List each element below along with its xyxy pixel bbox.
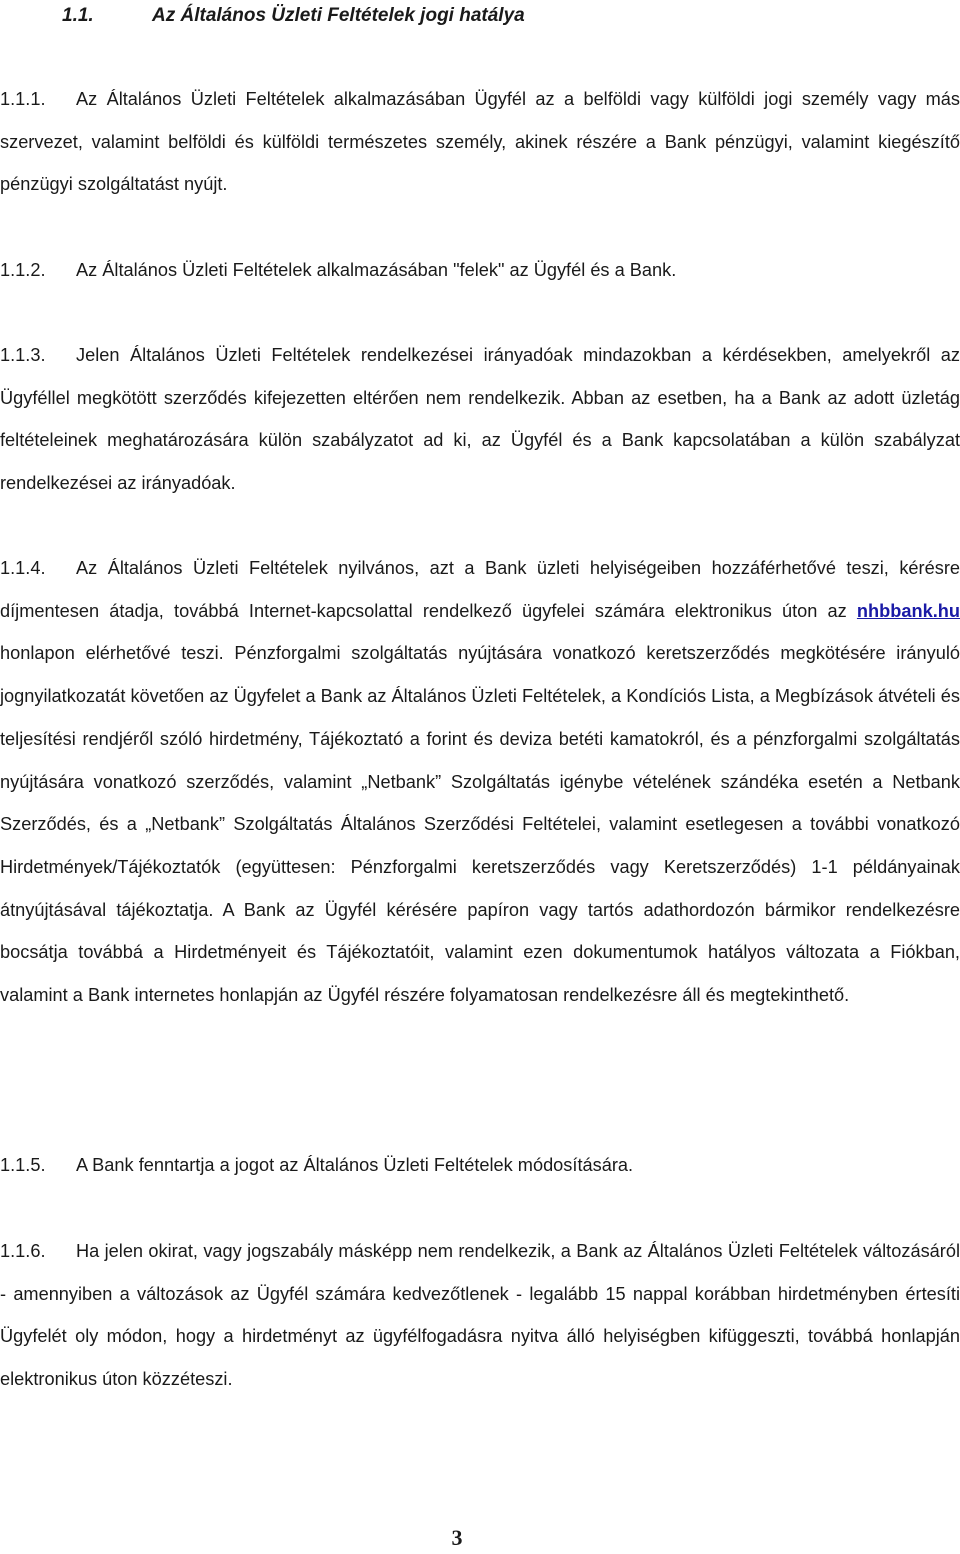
paragraph-1-1-4 — [0, 547, 960, 1017]
paragraph-text: Jelen Általános Üzleti Feltételek rendelkezései irányadóak mindazokban a kérdésekben, amelyekről az Ügyféllel megkötött szerződés kifejezetten eltérően nem rendelkezik. Abban az esetben, ha a Bank az adott üzletág feltételeinek meghatározására külön szabályzatot ad ki, az Ügyfél és a Bank kapcsolatában a külön szabályzat rendelkezései az irányadóak. — [0, 345, 960, 494]
paragraph-number: 1.1.3. — [0, 345, 46, 365]
paragraph-text: Ha jelen okirat, vagy jogszabály másképp nem rendelkezik, a Bank az Általános Üzleti Feltételek változásáról - amennyiben a változások az Ügyfél számára kedvezőtlenek - legalább 15 nappal korábban hirdetményben értesíti Ügyfelét oly módon, hogy a hirdetményt az ügyfélfogadásra nyitva álló helyiségben kifüggeszti, továbbá honlapján elektronikus úton közzéteszi. — [0, 1241, 960, 1390]
nhbbank-link[interactable]: nhbbank.hu — [856, 600, 960, 621]
paragraph-number: 1.1.6. — [0, 1241, 46, 1261]
paragraph-number: 1.1.4. — [0, 558, 46, 578]
paragraph-text: Az Általános Üzleti Feltételek alkalmazásában Ügyfél az a belföldi vagy külföldi jogi személy vagy más szervezet, valamint belföldi és külföldi természetes személy, akinek részére a Bank pénzügyi, valamint kiegészítő pénzügyi szolgáltatást nyújt. — [0, 89, 960, 195]
section-heading-number: 1.1. — [62, 5, 94, 26]
paragraph-text-before-link: Az Általános Üzleti Feltételek nyilvános, azt a Bank üzleti helyiségeiben hozzáférhetővé teszi, kérésre díjmentesen átadja, továbbá Internet-kapcsolattal rendelkező ügyfelei számára elektronikus úton az — [0, 558, 960, 621]
paragraph-1-1-5 — [0, 1144, 960, 1187]
paragraph-text: A Bank fenntartja a jogot az Általános Üzleti Feltételek módosítására. — [76, 1155, 634, 1175]
paragraph-1-1-2 — [0, 249, 960, 292]
section-heading — [62, 2, 525, 30]
page-number: 3 — [451, 1525, 463, 1550]
section-heading-title: Az Általános Üzleti Feltételek jogi hatálya — [152, 5, 525, 26]
paragraph-number: 1.1.1. — [0, 89, 46, 109]
paragraph-text: Az Általános Üzleti Feltételek alkalmazásában "felek" az Ügyfél és a Bank. — [76, 260, 677, 280]
paragraph-text-after-link: honlapon elérhetővé teszi. Pénzforgalmi szolgáltatás nyújtására vonatkozó keretszerződés megkötésére irányuló jognyilatkozatát követően az Ügyfelet a Bank az Általános Üzleti Feltételek, a Kondíciós Lista, a Megbízások átvételi és teljesítési rendjéről szóló hirdetmény, Tájékoztató a forint és deviza betéti kamatokról, és a pénzforgalmi szolgáltatás nyújtására vonatkozó szerződés, valamint „Netbank” Szolgáltatás igénybe vételének szándéka esetén a Netbank Szerződés, és a „Netbank” Szolgáltatás Általános Szerződési Feltételei, valamint esetlegesen a további vonatkozó Hirdetmények/Tájékoztatók (együttesen: Pénzforgalmi keretszerződés vagy Keretszerződés) 1-1 példányainak átnyújtásával tájékoztatja. A Bank az Ügyfél kérésére papíron vagy tartós adathordozón bármikor rendelkezésre bocsátja továbbá a Hirdetményeit és Tájékoztatóit, valamint ezen dokumentumok hatályos változata a Fiókban, valamint a Bank internetes honlapján az Ügyfél részére folyamatosan rendelkezésre áll és megtekinthető. — [0, 643, 960, 1006]
paragraph-1-1-3 — [0, 334, 960, 505]
paragraph-number: 1.1.5. — [0, 1155, 46, 1175]
paragraph-1-1-6 — [0, 1230, 960, 1401]
paragraph-number: 1.1.2. — [0, 260, 46, 280]
paragraph-1-1-1 — [0, 78, 960, 206]
